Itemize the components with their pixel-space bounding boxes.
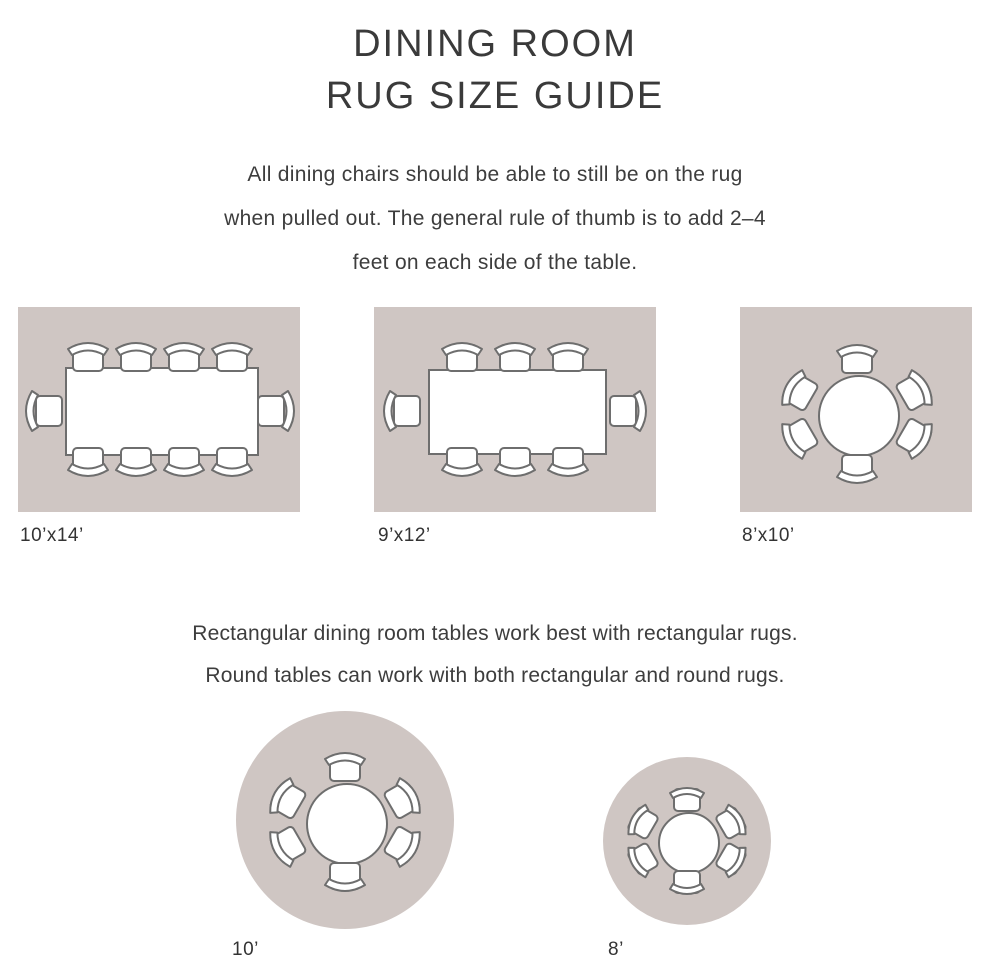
round-rug-row [0,711,990,976]
middle-line-1: Rectangular dining room tables work best with rectangular rugs. [192,622,798,646]
middle-paragraph [0,613,990,697]
page-title [0,0,990,123]
caption-8x10: 8’x10’ [742,525,795,547]
title-line-2: RUG SIZE GUIDE [325,75,665,118]
dining-table-9x12 [428,369,607,455]
caption-10x14: 10’x14’ [20,525,84,547]
chairs-10-round [0,711,990,976]
dining-table-10x14 [65,367,259,456]
middle-line-2: Round tables can work with both rectangular and round rugs. [205,664,785,688]
dining-table-8-round [658,812,720,874]
chairs-8-round [0,711,990,976]
dining-table-8x10 [818,375,900,457]
intro-line-2: when pulled out. The general rule of thumb is to add 2–4 [224,206,766,230]
caption-8-round: 8’ [608,939,624,961]
caption-10-round: 10’ [232,939,259,961]
intro-line-3: feet on each side of the table. [352,251,638,275]
intro-line-1: All dining chairs should be able to still be on the rug [247,162,743,186]
dining-table-10-round [306,783,388,865]
rectangular-rug-row [0,307,990,557]
caption-9x12: 9’x12’ [378,525,431,547]
title-line-1: DINING ROOM [353,23,637,65]
intro-paragraph [0,153,990,285]
